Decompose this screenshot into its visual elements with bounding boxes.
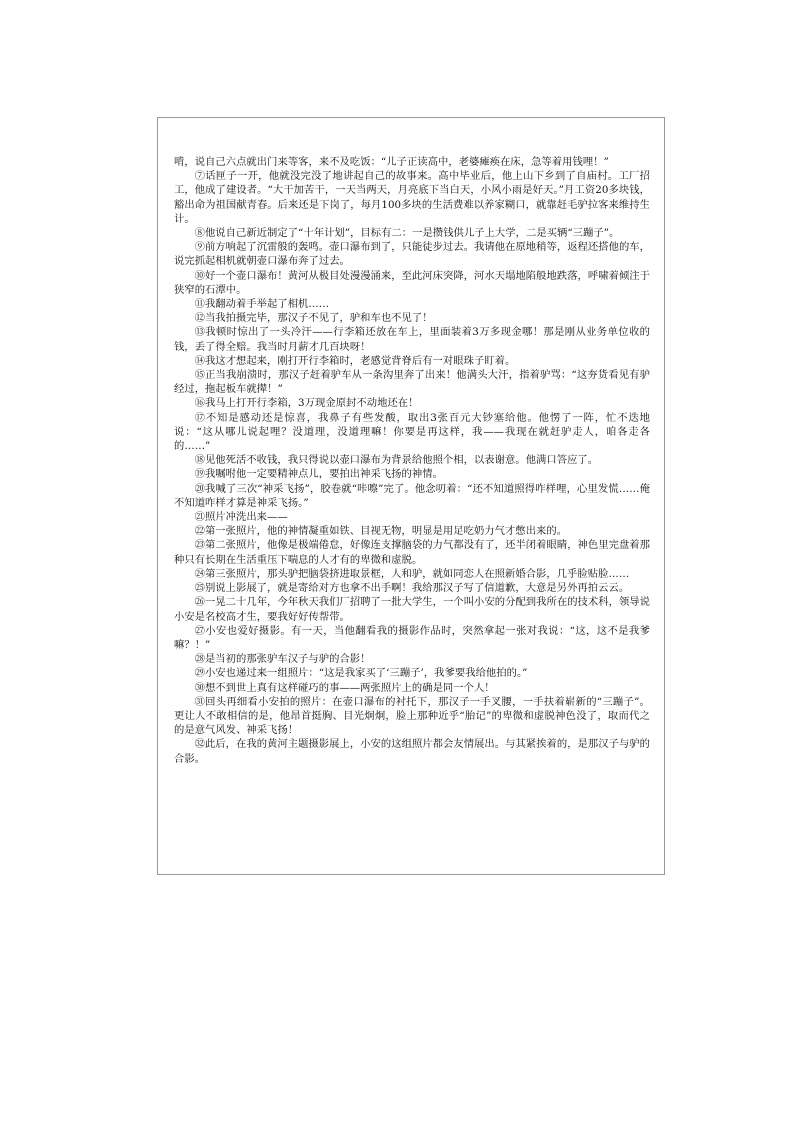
paragraph-16: ⑯我马上打开行李箱，3万现金原封不动地还在！	[194, 397, 419, 410]
paragraph-30: ㉚想不到世上真有这样碰巧的事——两张照片上的确是同一个人！	[194, 681, 495, 694]
paragraph-29: ㉙小安也递过来一组照片：“这是我家买了‘三蹦子’，我爹要我给他拍的。”	[194, 667, 528, 680]
paragraph-14: ⑭我这才想起来，刚打开行李箱时，老感觉背脊后有一对眼珠子盯着。	[194, 354, 516, 367]
paragraph-continued: 啃，说自己六点就出门来等客，来不及吃饭：“儿子正读高中，老婆瘫痪在床，急等着用钱哩！”	[174, 156, 609, 168]
paragraph-7: ⑦话匣子一开，他就没完没了地讲起自己的故事来。高中毕业后，他上山下乡到了自庙村。工厂招工，他成了建设者。“大干加苦干，一天当两天，月亮底下当白天，小风小雨是好天。”月工资20多块钱，豁出命为祖国献青春。后来还是下岗了，每月100多块的生活费难以养家糊口，就靠赶毛驴拉客来维持生计。	[174, 170, 650, 225]
paragraph-12: ⑫当我拍摄完毕，那汉子不见了，驴和车也不见了！	[194, 312, 433, 325]
paragraph-17: ⑰不知是感动还是惊喜，我鼻子有些发酸，取出3张百元大钞塞给他。他愣了一阵，忙不迭地说：“这从哪儿说起哩？没道理，没道理嘛！你要是再这样，我——我现在就赶驴走人，咱各走各的……”	[174, 411, 650, 453]
paragraph-27: ㉗小安也爱好摄影。有一天，当他翻看我的摄影作品时，突然拿起一张对我说：“这，这不是我爹嘛？！”	[174, 624, 650, 651]
article-text	[174, 155, 650, 766]
paragraph-21: ㉑照片冲洗出来——	[194, 511, 288, 524]
paragraph-10: ⑩好一个壶口瀑布！黄河从极目处漫漫涌来，至此河床突降，河水天塌地陷般地跌落，呼啸着倾注于狭窄的石潭中。	[174, 269, 650, 296]
paragraph-25: ㉕别说上影展了，就是寄给对方也拿不出手啊！我给那汉子写了信道歉，大意是另外再拍云云。	[194, 582, 630, 595]
paragraph-19: ⑲我嘱咐他一定要精神点儿，要拍出神采飞扬的神情。	[194, 468, 443, 481]
paragraph-22: ㉒第一张照片，他的神情凝重如铁、目视无物，明显是用足吃奶力气才憋出来的。	[194, 525, 568, 538]
paragraph-23: ㉓第二张照片，他像是极端倦怠，好像连支撑脑袋的力气都没有了，还半闭着眼睛，神色里完盘着那种只有长期在生活重压下喘息的人才有的卑微和虚脱。	[174, 539, 650, 566]
paragraph-26: ㉖一晃二十几年，今年秋天我们厂招聘了一批大学生，一个叫小安的分配到我所在的技术科，领导说小安是名校高才生，要我好好传帮带。	[174, 596, 650, 623]
paragraph-20: ⑳我喊了三次“神采飞扬”，胶卷就“咔嚓”完了。他念叨着：“还不知道照得咋样哩，心里发慌……俺不知道咋样才算是神采飞扬。”	[174, 482, 650, 509]
paragraph-11: ⑪我翻动着手举起了相机……	[194, 298, 330, 311]
paragraph-31: ㉛回头再细看小安拍的照片：在壶口瀑布的衬托下，那汉子一手叉腰，一手扶着崭新的“三蹦子”。更让人不敢相信的是，他昂首挺胸、目光炯炯，脸上那种近乎“胎记”的卑微和虚脱神色没了，取而代之的是意气风发、神采飞扬！	[174, 695, 650, 737]
paragraph-24: ㉔第三张照片，那头驴把脑袋挤进取景框，人和驴，就如同恋人在照新婚合影，几乎脸贴脸……	[194, 567, 630, 580]
paragraph-18: ⑱见他死活不收钱，我只得说以壶口瀑布为背景给他照个相，以表谢意。他满口答应了。	[194, 454, 599, 467]
paragraph-9: ⑨前方响起了沉雷般的轰鸣。壶口瀑布到了，只能徒步过去。我请他在原地稍等，返程还搭他的车，说完抓起相机就朝壶口瀑布奔了过去。	[174, 241, 650, 268]
paragraph-8: ⑧他说自己新近制定了“十年计划”，目标有二：一是攒钱供儿子上大学，二是买辆“三蹦子”。	[194, 227, 620, 240]
paragraph-13: ⑬我顿时惊出了一头冷汗——行李箱还放在车上，里面装着3万多现金哪！那是刚从业务单位收的钱，丢了得全赔。我当时月薪才几百块呀！	[174, 326, 650, 353]
paragraph-15: ⑮正当我崩溃时，那汉子赶着驴车从一条沟里奔了出来！他满头大汗，指着驴骂：“这夯货看见有驴经过，拖起板车就撵！”	[174, 369, 650, 396]
paragraph-28: ㉘是当初的那张驴车汉子与驴的合影！	[194, 653, 371, 666]
paragraph-32: ㉜此后，在我的黄河主题摄影展上，小安的这组照片都会友情展出。与其紧挨着的，是那汉子与驴的合影。	[174, 738, 650, 765]
